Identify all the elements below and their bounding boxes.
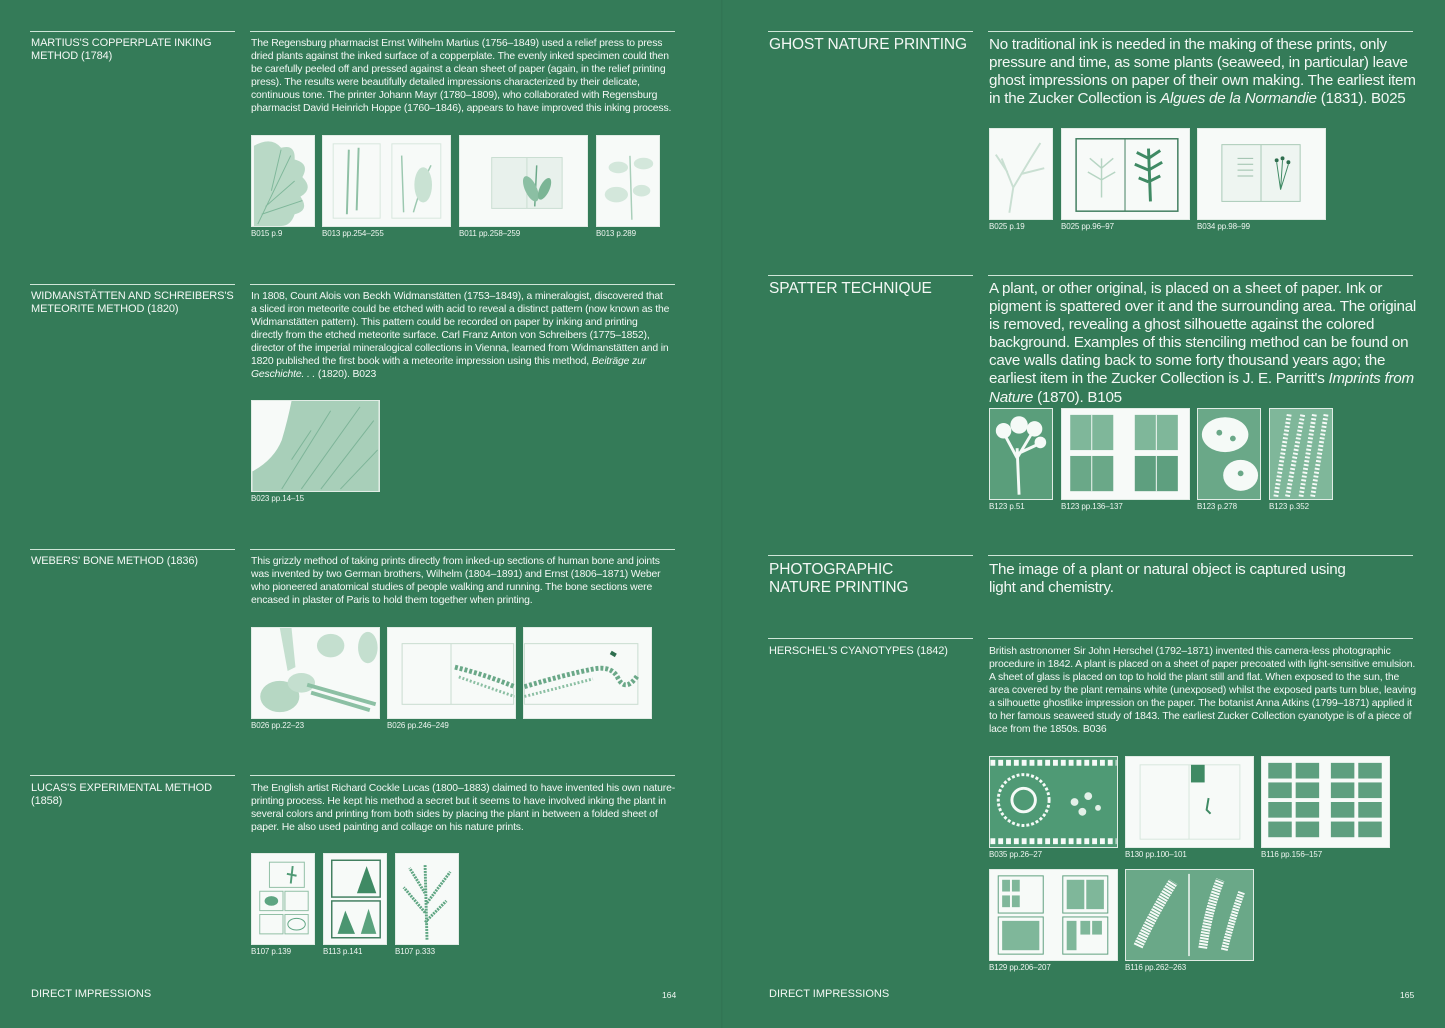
spatter-fern-image (1269, 408, 1333, 500)
running-footer: DIRECT IMPRESSIONS (769, 988, 890, 1000)
thumbnail-caption: B107 p.139 (251, 947, 291, 956)
two-plant-plates-image (322, 135, 451, 227)
thumbnail-caption: B123 p.278 (1197, 502, 1237, 511)
heading-rule (768, 275, 973, 276)
section-body: The Regensburg pharmacist Ernst Wilhelm Martius (1756–1849) used a relief press to press dried plants against the inked surface of a copperplate. The evenly inked specimen could then be carefully peeled off and pressed against a clean sheet of paper (again, in the relief printing press). The results were beautifully detailed impressions characterized by their delicate, continuous tone. The printer Johann Mayr (1780–1809), who collaborated with Regensburg pharmacist David Heinrich Hoppe (1760–1846), appears to have improved this inking process. (251, 38, 672, 114)
body-rule (250, 284, 675, 285)
section-body: British astronomer Sir John Herschel (1792–1871) invented this camera-less photographic procedure in 1842. A plant is placed on a sheet of paper precoated with light-sensitive emulsion. A sheet of glass is placed on top to hold the plant still and flat. When exposed to the sun, the area covered by the plant remains white (unexposed) whilst the exposed parts turn blue, leaving a silhouette ghostlike impression on the paper. The botanist Anna Atkins (1799–1871) applied it to her famous seaweed study of 1843. The earliest Zucker Collection cyanotype is of a piece of lace from the 1850s. B036 (989, 646, 1417, 735)
body-rule (988, 555, 1413, 556)
spatter-leaves-image (1197, 408, 1261, 500)
section-body: In 1808, Count Alois von Beckh Widmanstätten (1753–1849), a mineralogist, discovered that a sliced iron meteorite could be etched with acid to reveal a distinct pattern (now known as the Widmanstätten pattern). This pattern could be recorded on paper by inking and printing directly from the etched meteorite surface. Carl Franz Anton von Schreibers (1775–1852), director of the imperial mineralogical collections in Vienna, learned from Widmanstätten and in 1820 published the first book with a meteorite impression using this method, Beiträge zur Geschichte. . . (1820). B023 (251, 291, 670, 380)
section-body: No traditional ink is needed in the making of these prints, only pressure and time, as some plants (seaweed, in particular) leave ghost impressions on paper of their own making. The earliest item in the Zucker Collection is Algues de la Normandie (1831). B025 (989, 36, 1416, 108)
book-title: Beiträge zur Geschichte. . . (251, 356, 647, 380)
book-title: Algues de la Normandie (1160, 90, 1317, 108)
section-body: The English artist Richard Cockle Lucas (1800–1883) claimed to have invented his own nature-printing process. He kept his method a secret but it seems to have involved inking the plant in several colors and printing from both sides by placing the plant in between a folded sheet of paper. He also used painting and collage on his nature prints. (251, 783, 676, 833)
section-heading: GHOST NATURE PRINTING (769, 36, 967, 53)
faint-seaweed-image (989, 128, 1053, 220)
running-footer: DIRECT IMPRESSIONS (31, 988, 152, 1000)
section-heading: SPATTER TECHNIQUE (769, 280, 932, 297)
book-flower-image (1197, 128, 1326, 220)
thumbnail-caption: B025 pp.96–97 (1061, 222, 1114, 231)
thumbnail-caption: B015 p.9 (251, 229, 283, 238)
heading-rule (768, 31, 973, 32)
meteorite-impression-image (251, 400, 380, 492)
spine-foldout-image (387, 627, 516, 719)
body-rule (988, 638, 1413, 639)
album-spreads-image (989, 869, 1118, 961)
right-page (722, 0, 1445, 1028)
body-rule (250, 549, 675, 550)
section-heading: HERSCHEL'S CYANOTYPES (1842) (769, 645, 948, 657)
heading-rule (30, 31, 235, 32)
heading-rule (30, 775, 235, 776)
section-heading: LUCAS'S EXPERIMENTAL METHOD (1858) (31, 782, 212, 807)
thumbnail-caption: B026 pp.246–249 (387, 721, 449, 730)
album-page-two-image (323, 853, 387, 945)
section-heading: WIDMANSTÄTTEN AND SCHREIBERS'S METEORITE METHOD (1820) (31, 290, 234, 315)
book-title: Imprints from Nature (989, 370, 1414, 406)
spine-foldout-continued-image (523, 627, 652, 719)
left-page (0, 0, 722, 1028)
thumbnail-caption: B123 p.51 (989, 502, 1025, 511)
thumbnail-caption: B013 p.289 (596, 229, 636, 238)
thumbnail-caption: B013 pp.254–255 (322, 229, 384, 238)
branch-print-image (596, 135, 660, 227)
fern-cyanotype-image (1125, 869, 1254, 961)
lace-cyanotype-image (989, 756, 1118, 848)
spatter-spread-image (1061, 408, 1190, 500)
heather-print-image (395, 853, 459, 945)
foot-bones-image (251, 627, 380, 719)
body-rule (988, 31, 1413, 32)
section-body: A plant, or other original, is placed on a sheet of paper. Ink or pigment is spattered over it and the surrounding area. The original is removed, revealing a ghost silhouette against the colored background. Examples of this stenciling method can be found on cave walls dating back to some forty thousand years ago; the earliest item in the Zucker Collection is J. E. Parritt's Imprints from Nature (1870). B105 (989, 280, 1417, 406)
section-martius (0, 0, 722, 260)
page-number: 165 (1400, 990, 1415, 1000)
thumbnail-caption: B107 p.333 (395, 947, 435, 956)
section-heading: MARTIUS'S COPPERPLATE INKING METHOD (1784) (31, 37, 212, 62)
thumbnail-caption: B034 pp.98–99 (1197, 222, 1250, 231)
spatter-bouquet-image (989, 408, 1053, 500)
body-rule (988, 275, 1413, 276)
thumbnail-caption: B023 pp.14–15 (251, 494, 304, 503)
thumbnail-caption: B025 p.19 (989, 222, 1025, 231)
thumbnail-caption: B130 pp.100–101 (1125, 850, 1187, 859)
thumbnail-caption: B116 pp.156–157 (1261, 850, 1323, 859)
section-body: The image of a plant or natural object is captured using light and chemistry. (989, 561, 1346, 597)
album-page-grid-image (251, 853, 315, 945)
section-heading: PHOTOGRAPHIC NATURE PRINTING (769, 561, 909, 596)
sparse-spread-image (1125, 756, 1254, 848)
heading-rule (768, 638, 973, 639)
cyanotype-grid-image (1261, 756, 1390, 848)
section-heading: WEBERS' BONE METHOD (1836) (31, 555, 198, 567)
heading-rule (30, 549, 235, 550)
thumbnail-caption: B035 pp.26–27 (989, 850, 1042, 859)
oak-leaf-print-image (251, 135, 315, 227)
thumbnail-caption: B123 p.352 (1269, 502, 1309, 511)
body-rule (250, 31, 675, 32)
thumbnail-caption: B123 pp.136–137 (1061, 502, 1123, 511)
page-number: 164 (662, 990, 677, 1000)
body-rule (250, 775, 675, 776)
open-book-leaf-image (459, 135, 588, 227)
seaweed-spread-image (1061, 128, 1190, 220)
thumbnail-caption: B011 pp.258–259 (459, 229, 521, 238)
section-body: This grizzly method of taking prints directly from inked-up sections of human bone and joints was invented by two German brothers, Wilhelm (1804–1891) and Ernst (1806–1871) Weber who pioneered anatomical studies of people walking and running. The bone sections were encased in plaster of Paris to hold them together when printing. (251, 556, 661, 606)
thumbnail-caption: B113 p.141 (323, 947, 363, 956)
thumbnail-caption: B026 pp.22–23 (251, 721, 304, 730)
heading-rule (768, 555, 973, 556)
thumbnail-caption: B116 pp.262–263 (1125, 963, 1187, 972)
heading-rule (30, 284, 235, 285)
thumbnail-caption: B129 pp.206–207 (989, 963, 1051, 972)
